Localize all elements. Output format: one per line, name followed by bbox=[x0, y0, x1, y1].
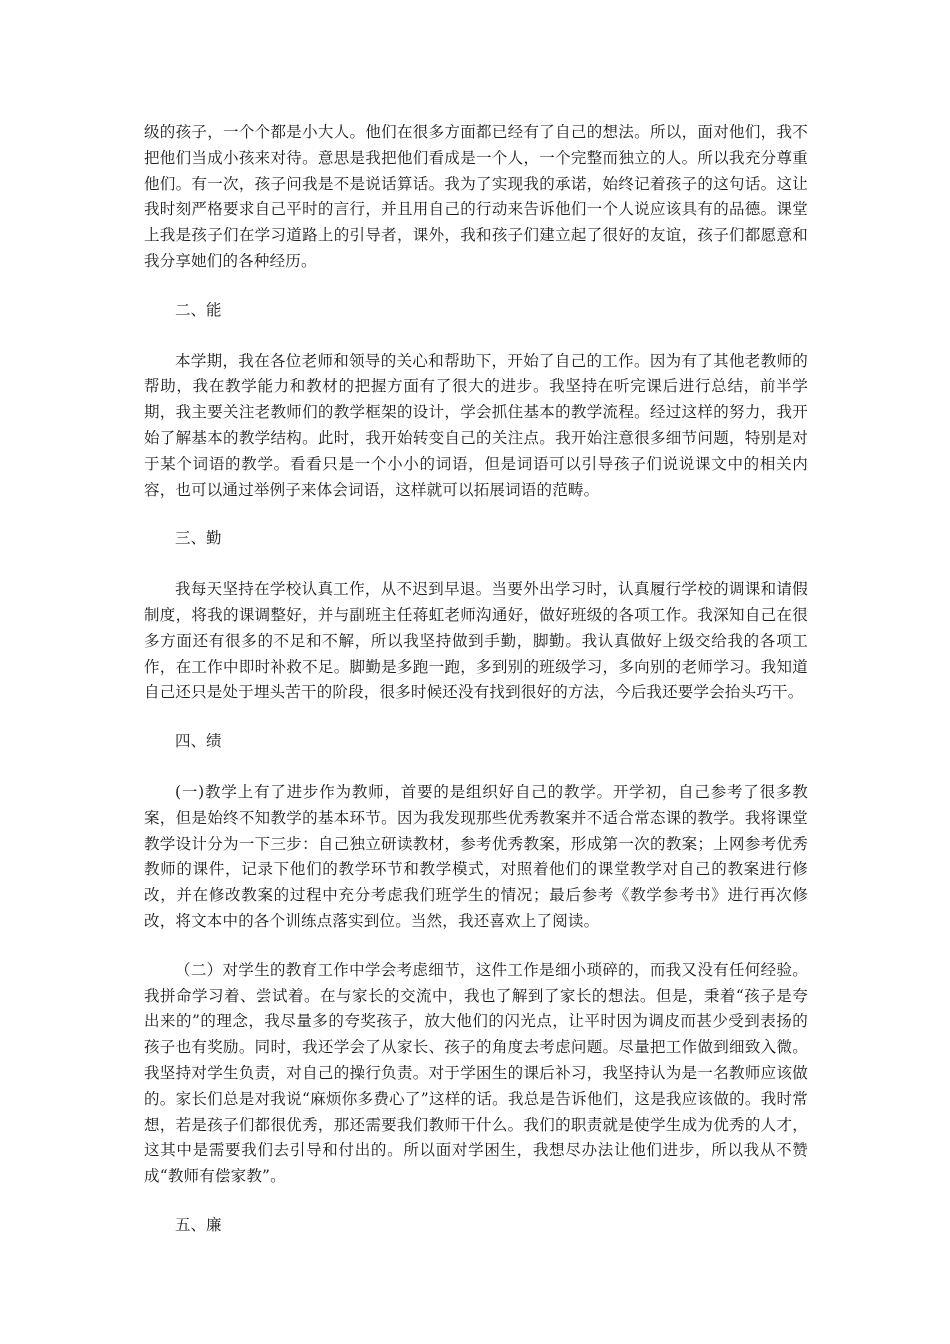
section-heading-4: 四、绩 bbox=[175, 732, 222, 751]
paragraph-section-3: 我每天坚持在学校认真工作，从不迟到早退。当要外出学习时，认真履行学校的调课和请假制度，将我的课调整好，并与副班主任蒋虹老师沟通好，做好班级的各项工作。我深知自己在很多方面还有很多的不足和不解，所以我坚持做到手勤，脚勤。我认真做好上级交给我的各项工作，在工作中即时补救不足。脚勤是多跑一跑，多到别的班级学习，多向别的老师学习。我知道自己还只是处于埋头苦干的阶段，很多时候还没有找到很好的方法，今后我还要学会抬头巧干。 bbox=[144, 580, 808, 702]
paragraph-section-4b: （二）对学生的教育工作中学会考虑细节，这件工作是细小琐碎的，而我又没有任何经验。我拼命学习着、尝试着。在与家长的交流中，我也了解到了家长的想法。但是，秉着“孩子是夸出来的”的理念，我尽量多的夸奖孩子，放大他们的闪光点，让平时因为调皮而甚少受到表扬的孩子也有奖励。同时，我还学会了从家长、孩子的角度去考虑问题。尽量把工作做到细致入微。我坚持对学生负责，对自己的操行负责。对于学困生的课后补习，我坚持认为是一名教师应该做的。家长们总是对我说“麻烦你多费心了”这样的话。我总是告诉他们，这是我应该做的。我时常想，若是孩子们都很优秀，那还需要我们教师干什么。我们的职责就是使学生成为优秀的人才，这其中是需要我们去引导和付出的。所以面对学困生，我想尽办法让他们进步，所以我从不赞成“教师有偿家教”。 bbox=[144, 960, 808, 1186]
paragraph-intro: 级的孩子，一个个都是小大人。他们在很多方面都已经有了自己的想法。所以，面对他们，我不把他们当成小孩来对待。意思是我把他们看成是一个人，一个完整而独立的人。所以我充分尊重他们。有一次，孩子问我是不是说话算话。我为了实现我的承诺，始终记着孩子的这句话。这让我时刻严格要求自己平时的言行，并且用自己的行动来告诉他们一个人说应该具有的品德。课堂上我是孩子们在学习道路上的引导者，课外，我和孩子们建立起了很好的友谊，孩子们都愿意和我分享她们的各种经历。 bbox=[144, 123, 808, 270]
section-heading-2: 二、能 bbox=[175, 300, 222, 319]
section-heading-5: 五、廉 bbox=[175, 1215, 222, 1234]
paragraph-section-4a: (一)教学上有了进步作为教师，首要的是组织好自己的教学。开学初，自己参考了很多教案，但是始终不知教学的基本环节。因为我发现那些优秀教案并不适合常态课的教学。我将课堂教学设计分为一下三步：自己独立研读教材，参考优秀教案，形成第一次的教案；上网参考优秀教师的课件，记录下他们的教学环节和教学模式，对照着他们的课堂教学对自己的教案进行修改，并在修改教案的过程中充分考虑我们班学生的情况；最后参考《教学参考书》进行再次修改，将文本中的各个训练点落实到位。当然，我还喜欢上了阅读。 bbox=[144, 782, 808, 930]
section-heading-3: 三、勤 bbox=[175, 529, 222, 548]
document-page bbox=[144, 120, 808, 1239]
paragraph-section-2: 本学期，我在各位老师和领导的关心和帮助下，开始了自己的工作。因为有了其他老教师的帮助，我在教学能力和教材的把握方面有了很大的进步。我坚持在听完课后进行总结，前半学期，我主要关注老教师们的教学框架的设计，学会抓住基本的教学流程。经过这样的努力，我开始了解基本的教学结构。此时，我开始转变自己的关注点。我开始注意很多细节问题，特别是对于某个词语的教学。看看只是一个小小的词语，但是词语可以引导孩子们说说课文中的相关内容，也可以通过举例子来体会词语，这样就可以拓展词语的范畴。 bbox=[144, 351, 808, 499]
